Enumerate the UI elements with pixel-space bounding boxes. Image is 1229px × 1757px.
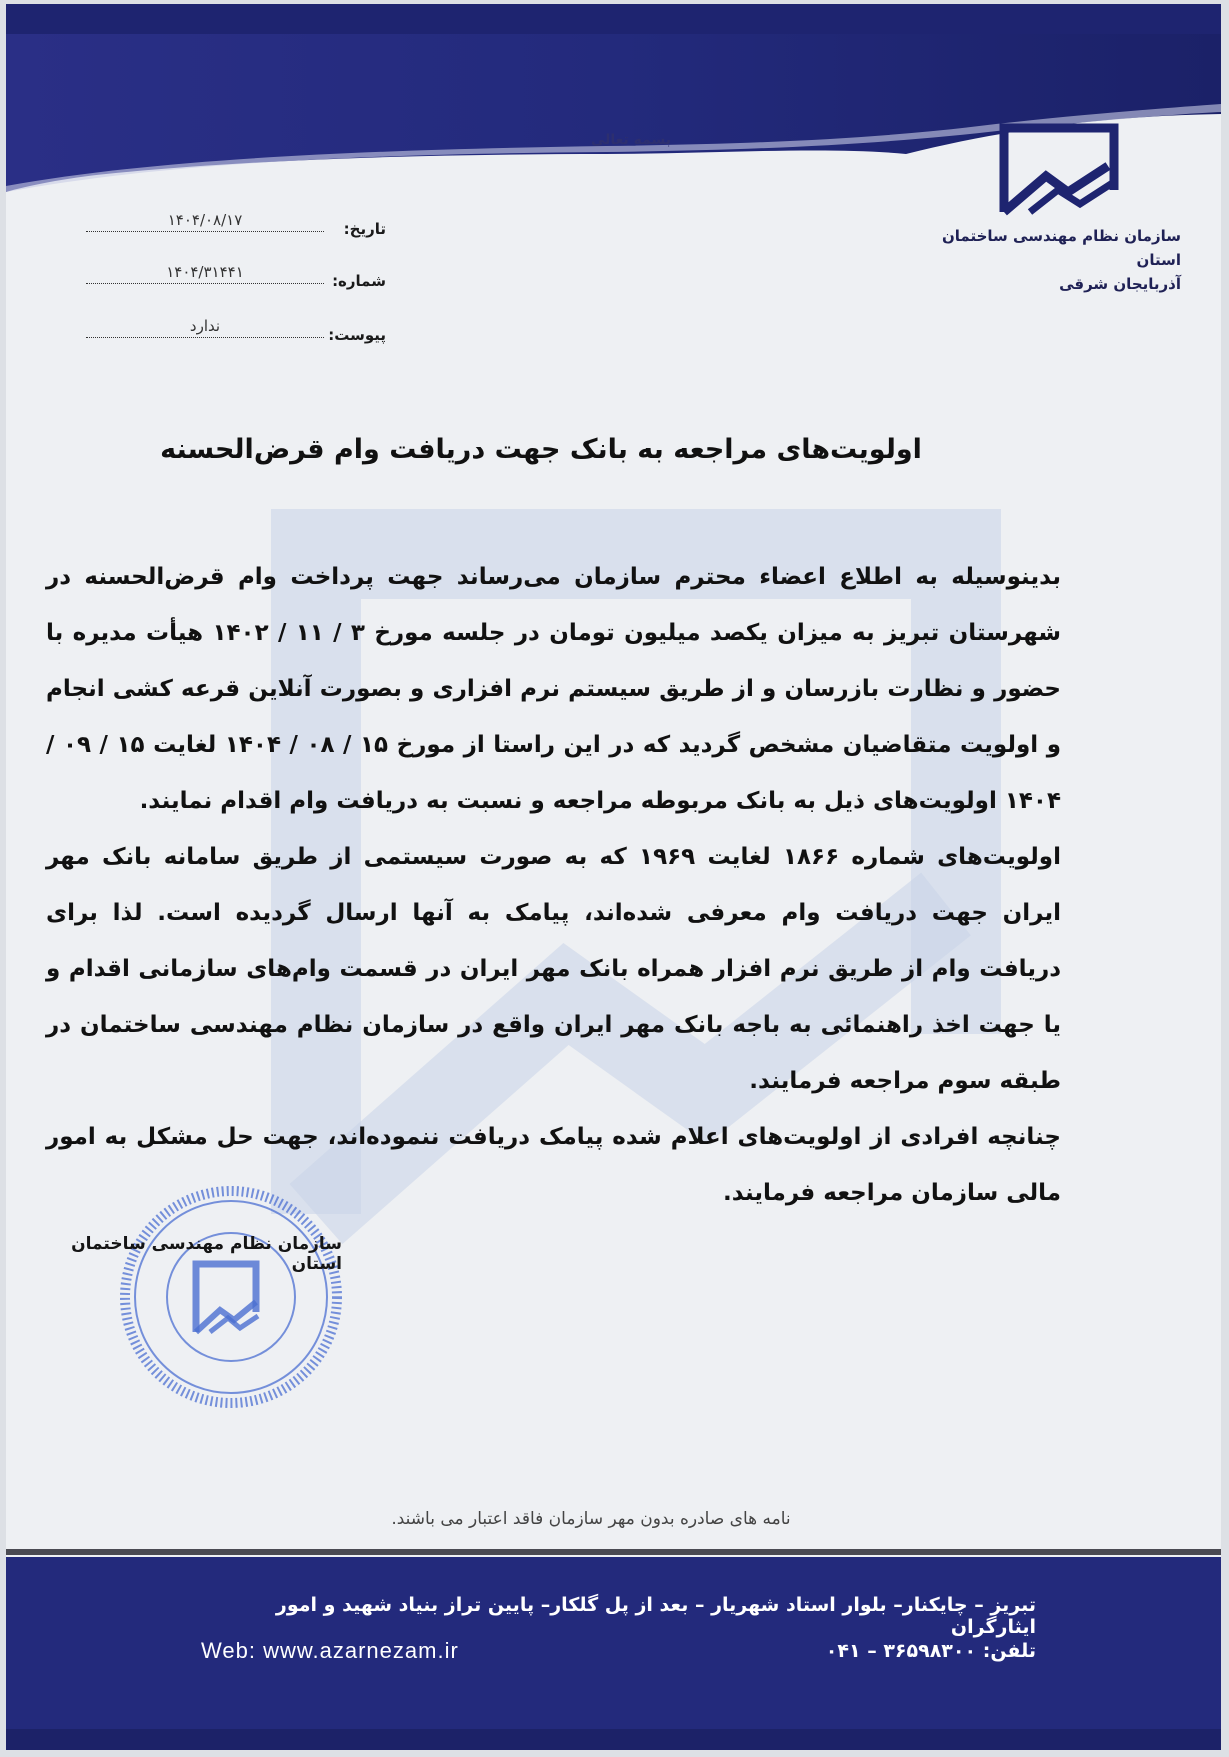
footer-disclaimer: نامه های صادره بدون مهر سازمان فاقد اعتبار می باشند.: [391, 1509, 791, 1529]
organization-name-line1: سازمان نظام مهندسی ساختمان استان: [942, 227, 1181, 269]
footer-website: Web: www.azarnezam.ir: [201, 1638, 459, 1663]
footer-phone: تلفن: ۳۶۵۹۸۳۰۰ – ۰۴۱: [825, 1640, 1036, 1662]
letter-title: اولویت‌های مراجعه به بانک جهت دریافت وام قرض‌الحسنه: [160, 434, 922, 465]
official-stamp: [116, 1182, 346, 1412]
number-label: شماره:: [332, 272, 386, 290]
body-paragraph-1: بدینوسیله به اطلاع اعضاء محترم سازمان می‌رساند جهت پرداخت وام قرض‌الحسنه در شهرستان تبریز به میزان یکصد میلیون تومان در جلسه مورخ ۳ / ۱۱ / ۱۴۰۲ هیأت مدیره با حضور و نظارت بازرسان و از طریق سیستم نرم افزاری و بصورت آنلاین قرعه کشی انجام و اولویت متقاضیان مشخص گردید که در این راستا از مورخ ۱۵ / ۰۸ / ۱۴۰۴ لغایت ۱۵ / ۰۹ / ۱۴۰۴ اولویت‌های ذیل به بانک مربوطه مراجعه و نسبت به دریافت وام اقدام نمایند.: [46, 564, 1061, 814]
attachment-value: ندارد: [86, 317, 324, 338]
footer-banner: [6, 1549, 1221, 1750]
body-paragraph-2: اولویت‌های شماره ۱۸۶۶ لغایت ۱۹۶۹ که به صورت سیستمی از طریق سامانه بانک مهر ایران جهت دریافت وام معرفی شده‌اند، پیامک به آنها ارسال گردیده است. لذا برای دریافت وام از طریق نرم افزار همراه بانک مهر ایران در قسمت وام‌های سازمانی اقدام و یا جهت اخذ راهنمائی به باجه بانک مهر ایران واقع در سازمان نظام مهندسی ساختمان در طبقه سوم مراجعه فرمایند.: [46, 844, 1061, 1094]
number-field: [86, 256, 386, 290]
footer-address: تبریز – چایکنار– بلوار استاد شهریار – بعد از پل گلکار– پایین تراز بنیاد شهید و امور ایثارگران: [275, 1594, 1036, 1638]
date-value: ۱۴۰۴/۰۸/۱۷: [86, 211, 324, 232]
organization-logo: [996, 120, 1146, 216]
letter-body: [46, 549, 1061, 1221]
stamp-label: سازمان نظام مهندسی ساختمان استان: [71, 1234, 342, 1274]
attachment-label: پیوست:: [328, 326, 386, 344]
date-label: تاریخ:: [343, 220, 386, 238]
letter-page: [6, 4, 1221, 1750]
number-value: ۱۴۰۴/۳۱۴۴۱: [86, 263, 324, 284]
organization-name-line2: آذربایجان شرقی: [1059, 275, 1181, 293]
organization-name: [911, 224, 1181, 296]
date-field: [86, 204, 386, 238]
basmala: بسمه تعالی: [590, 132, 672, 148]
attachment-field: [86, 310, 386, 344]
body-paragraph-3: چنانچه افرادی از اولویت‌های اعلام شده پیامک دریافت ننموده‌اند، جهت حل مشکل به امور مالی سازمان مراجعه فرمایند.: [46, 1124, 1061, 1206]
